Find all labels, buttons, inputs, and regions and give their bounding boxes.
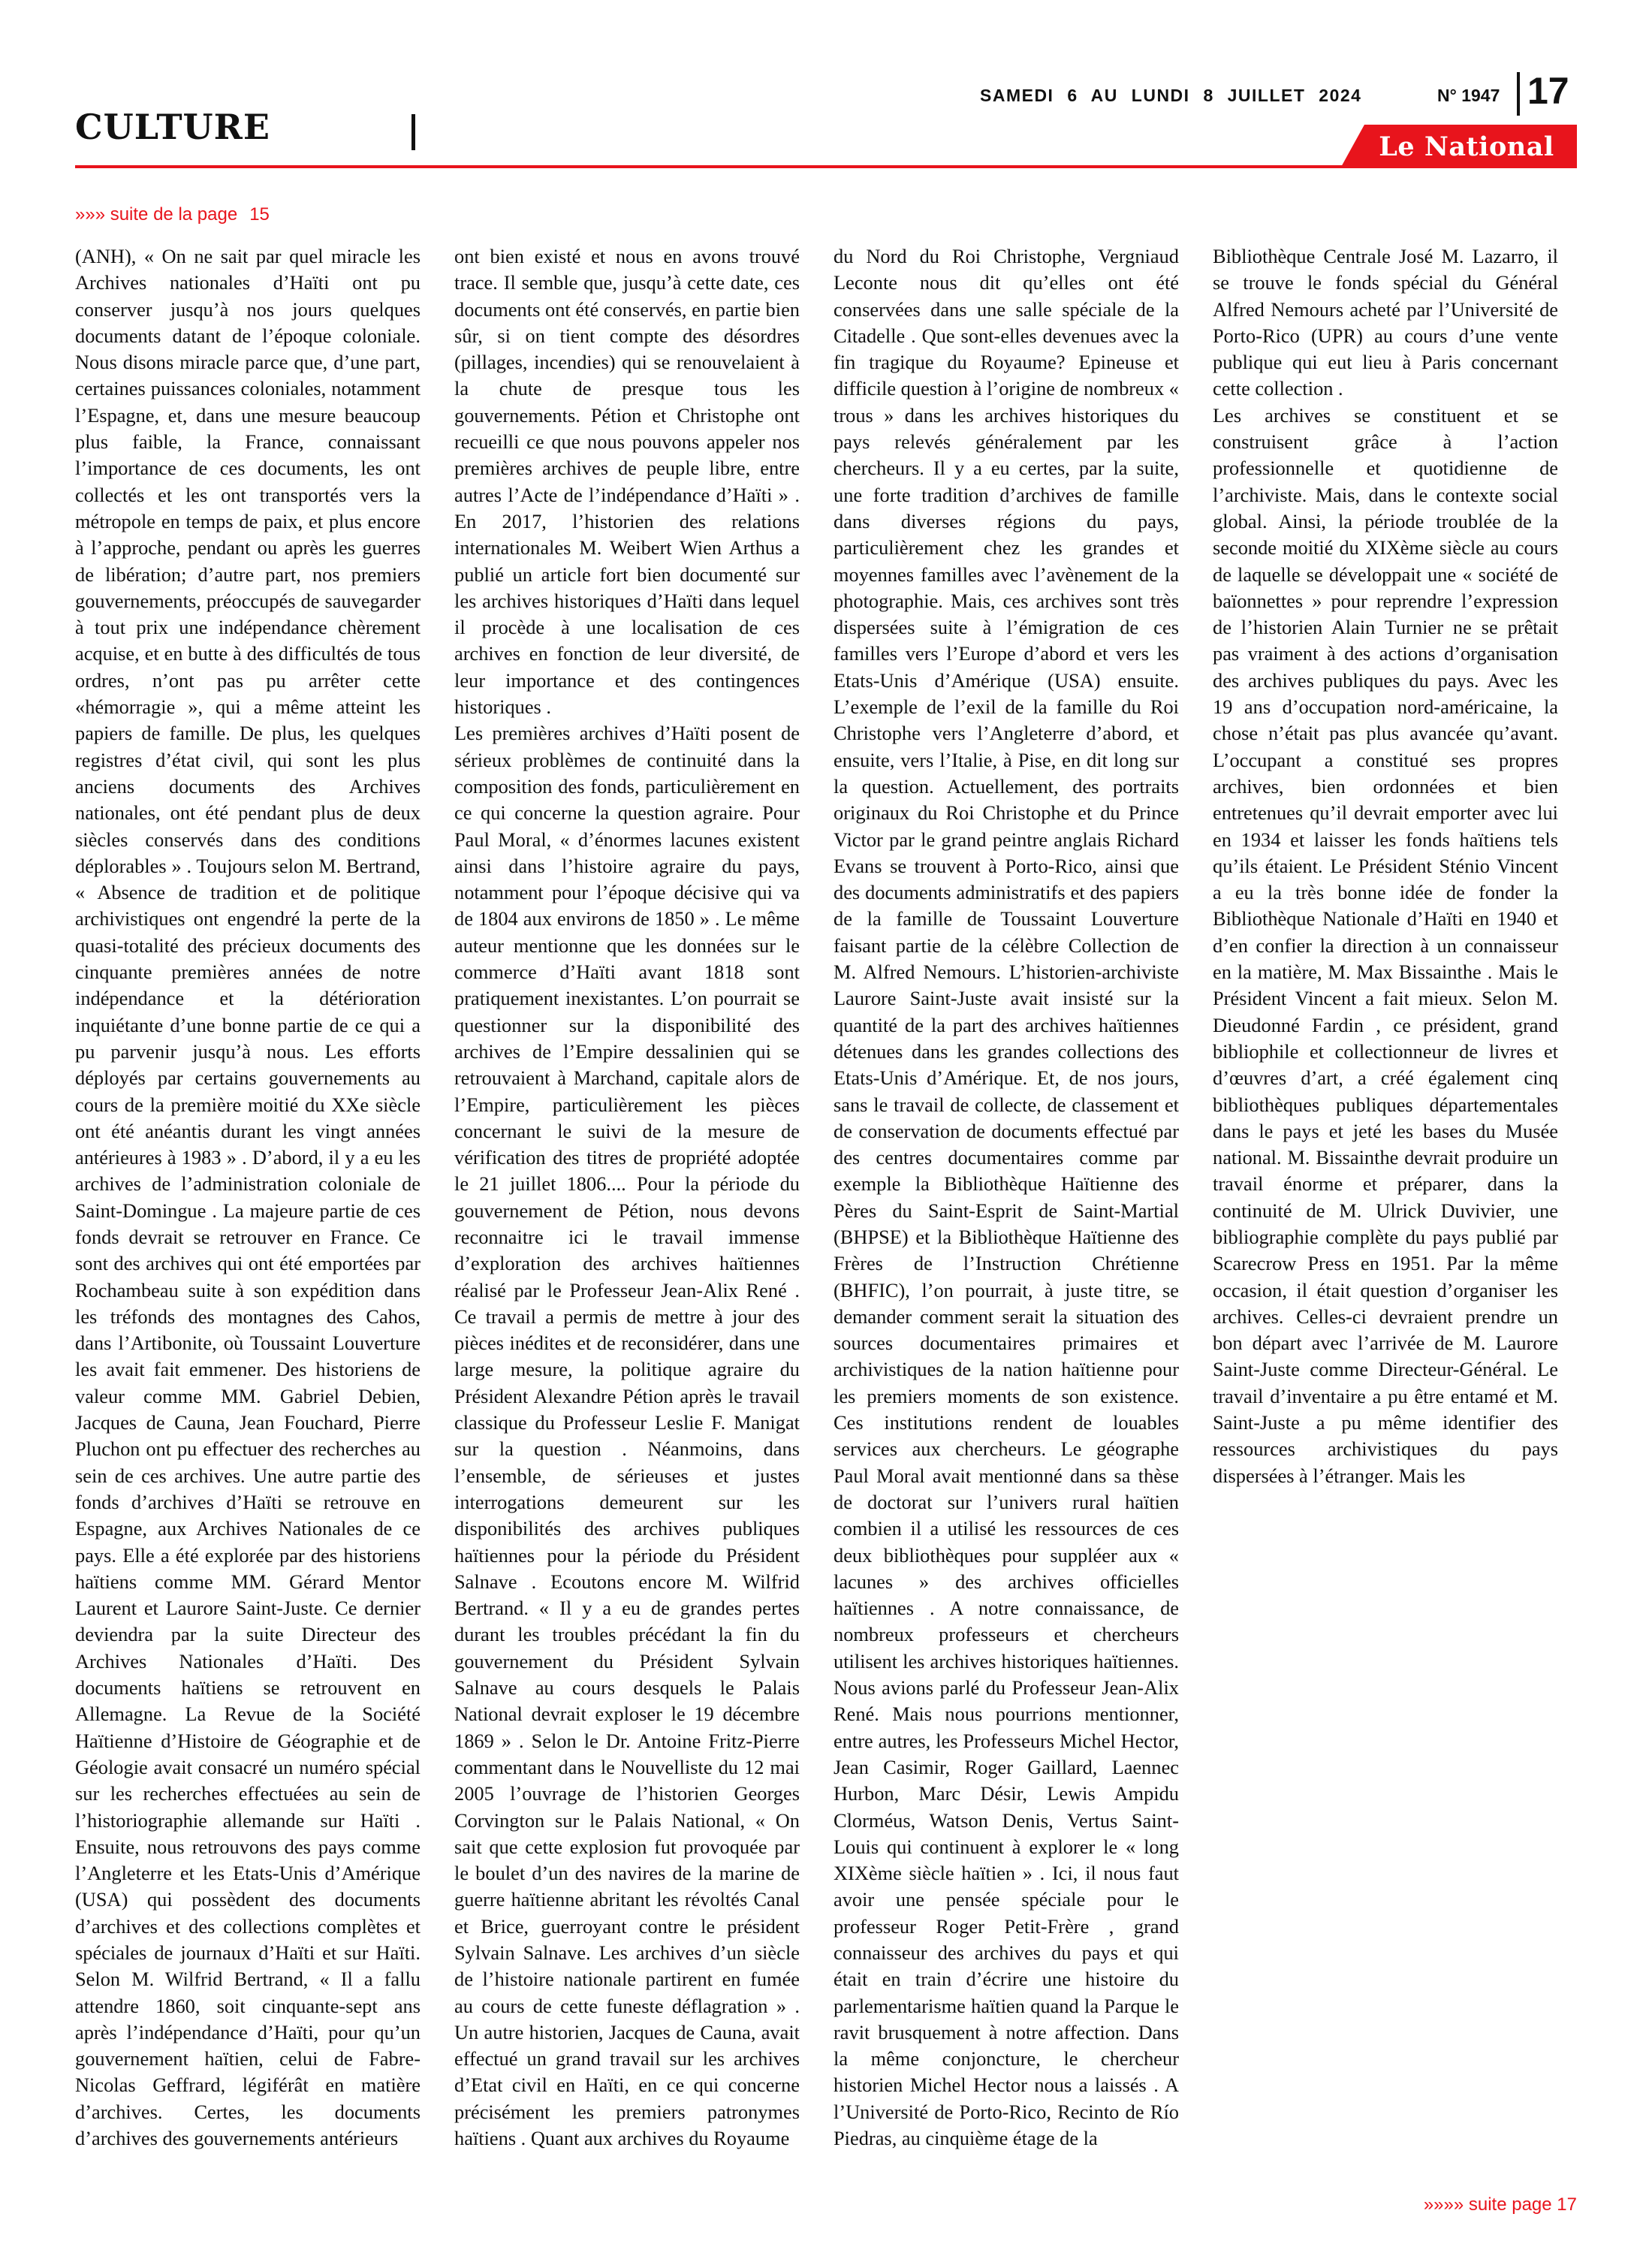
article-column-1 (75, 243, 421, 2152)
article-paragraph-continued: Bibliothèque Centrale José M. Lazarro, il se trouve le fonds spécial du Général Alfred Nemours acheté par l’Université de Porto-Rico (UPR) au cours d’une vente publique qui eut lieu à Paris concernant cette collection . (1213, 245, 1558, 400)
article-column-2 (454, 243, 800, 2152)
header-divider (1517, 72, 1520, 116)
article-column-3 (834, 243, 1179, 2152)
section-title: CULTURE (75, 107, 270, 147)
issue-number: N° 1947 (1437, 86, 1500, 105)
page-number: 17 (1527, 70, 1569, 112)
article-paragraph: Les premières archives d’Haïti posent de sérieux problèmes de continuité dans la composition des fonds, particulièrement en ce qui concerne la question agraire. Pour Paul Moral, « d’énormes lacunes existent ainsi dans l’histoire agraire du pays, notamment pour l’époque décisive qui va de 1804 aux environs de 1850 » . Le même auteur mentionne que les données sur le commerce d’Haïti avant 1818 sont pratiquement inexistantes. L’on pourrait se questionner sur la disponibilité des archives de l’Empire dessalinien qui se retrouvaient à Marchand, capitale alors de l’Empire, particulièrement les pièces concernant le suivi de la mesure de vérification des titres de propriété adoptée le 21 juillet 1806.... Pour la période du gouvernement de Pétion, nous devons reconnaitre ici le travail immense d’exploration des archives haïtiennes réalisé par le Professeur Jean-Alix René . Ce travail a permis de mettre à jour des pièces inédites et de reconsidérer, dans une large mesure, la politique agraire du Président Alexandre Pétion après le travail classique du Professeur Leslie F. Manigat sur la question . Néanmoins, dans l’ensemble, de sérieuses et justes interrogations demeurent sur les disponibilités des archives publiques haïtiennes pour la période du Président Salnave . Ecoutons encore M. Wilfrid Bertrand. « Il y a eu de grandes pertes durant les troubles précédant la fin du gouvernement du Président Sylvain Salnave au cours desquels le Palais National devrait exploser le 19 décembre 1869 » . Selon le Dr. Antoine Fritz-Pierre commentant dans le Nouvelliste du 12 mai 2005 l’ouvrage de l’historien Georges Corvington sur le Palais National, « On sait que cette explosion fut provoquée par le boulet d’un des navires de la marine de guerre haïtienne abritant les révoltés Canal et Brice, guerroyant contre le président Sylvain Salnave. Les archives d’un siècle de l’histoire nationale partirent en fumée au cours de cette funeste déflagration » . Un autre historien, Jacques de Cauna, avait effectué un grand travail sur les archives d’Etat civil en Haïti, en ce qui concerne précisément les premiers patronymes haïtiens . Quant aux archives du Royaume (454, 722, 800, 2150)
article-paragraph: (ANH), « On ne sait par quel miracle les Archives nationales d’Haïti ont pu conserver jusqu’à nos jours quelques documents datant de l’époque coloniale. Nous disons miracle parce que, d’une part, certaines puissances coloniales, notamment l’Espagne, et, dans une mesure beaucoup plus faible, la France, connaissant l’importance de ces documents, les ont collectés et les ont transportés vers la métropole en temps de paix, et plus encore à l’approche, pendant ou après les guerres de libération; d’autre part, nos premiers gouvernements, préoccupés de sauvegarder à tout prix une indépendance chèrement acquise, et en butte à des difficultés de tous ordres, n’ont pas pu arrêter cette «hémorragie », qui a même atteint les papiers de famille. De plus, les quelques registres d’état civil, qui sont les plus anciens documents des Archives nationales, ont été pendant plus de deux siècles conservés dans des conditions déplorables » . Toujours selon M. Bertrand, « Absence de tradition et de politique archivistiques ont engendré la perte de la quasi-totalité des précieux documents des cinquante premières années de notre indépendance et la détérioration inquiétante d’une bonne partie de ce qui a pu parvenir jusqu’à nous. Les efforts déployés par certains gouvernements au cours de la première moitié du XXe siècle ont été anéantis durant les vingt années antérieures à 1983 » . D’abord, il y a eu les archives de l’administration coloniale de Saint-Domingue . La majeure partie de ces fonds devrait se retrouver en France. Ce sont des archives qui ont été emportées par Rochambeau suite à son expédition dans les tréfonds des montagnes des Cahos, dans l’Artibonite, où Toussaint Louverture les avait fait emmener. Des historiens de valeur comme MM. Gabriel Debien, Jacques de Cauna, Jean Fouchard, Pierre Pluchon ont pu effectuer des recherches au sein de ces archives. Une autre partie des fonds d’archives d’Haïti se retrouve en Espagne, aux Archives Nationales de ce pays. Elle a été explorée par des historiens haïtiens comme MM. Gérard Mentor Laurent et Laurore Saint-Juste. Ce dernier deviendra par la suite Directeur des Archives Nationales d’Haïti. Des documents haïtiens se retrouvent en Allemagne. La Revue de la Société Haïtienne d’Histoire de Géographie et de Géologie avait consacré un numéro spécial sur les recherches effectuées au sein de l’historiographie allemande sur Haïti . Ensuite, nous retrouvons des pays comme l’Angleterre et les Etats-Unis d’Amérique (USA) qui possèdent des documents d’archives et des collections complètes et spéciales de journaux d’Haïti et sur Haïti. Selon M. Wilfrid Bertrand, « Il a fallu attendre 1860, soit cinquante-sept ans après l’indépendance d’Haïti, pour qu’un gouvernement haïtien, celui de Fabre-Nicolas Geffrard, légiférât en matière d’archives. Certes, les documents d’archives des gouvernements antérieurs (75, 245, 421, 2150)
article-paragraph-continued: du Nord du Roi Christophe, Vergniaud Leconte nous dit qu’elles ont été conservées dans une salle spéciale de la Citadelle . Que sont-elles devenues avec la fin tragique du Royaume? Epineuse et difficile question à l’origine de nombreux « trous » dans les archives historiques du pays relevés généralement par les chercheurs. Il y a eu certes, par la suite, une forte tradition d’archives de famille dans diverses régions du pays, particulièrement chez les grandes et moyennes familles avec l’avènement de la photographie. Mais, ces archives sont très dispersées suite à l’émigration de ces familles vers l’Europe d’abord et vers les Etats-Unis d’Amérique (USA) ensuite. L’exemple de l’exil de la famille du Roi Christophe vers l’Angleterre d’abord, et ensuite, vers l’Italie, à Pise, en dit long sur la question. Actuellement, des portraits originaux du Roi Christophe et du Prince Victor par le grand peintre anglais Richard Evans se trouvent à Porto-Rico, ainsi que des documents administratifs et des papiers de la famille de Toussaint Louverture faisant partie de la célèbre Collection de M. Alfred Nemours. L’historien-archiviste Laurore Saint-Juste avait insisté sur la quantité de la part des archives haïtiennes détenues dans les grandes collections des Etats-Unis d’Amérique. Et, de nos jours, sans le travail de collecte, de classement et de conservation de documents effectué par des centres documentaires comme par exemple la Bibliothèque Haïtienne des Pères du Saint-Esprit de Saint-Martial (BHPSE) et la Bibliothèque Haïtienne des Frères de l’Instruction Chrétienne (BHFIC), l’on pourrait, à juste titre, se demander comment serait la situation des sources documentaires primaires et archivistiques de la nation haïtienne pour les premiers moments de son existence. Ces institutions rendent de louables services aux chercheurs. Le géographe Paul Moral avait mentionné dans sa thèse de doctorat sur l’univers rural haïtien combien il a utilisé les ressources de ces deux bibliothèques pour suppléer aux « lacunes » des archives officielles haïtiennes . A notre connaissance, de nombreux professeurs et chercheurs utilisent les archives historiques haïtiennes. Nous avions parlé du Professeur Jean-Alix René. Mais nous pourrions mentionner, entre autres, les Professeurs Michel Hector, Jean Casimir, Roger Gaillard, Laennec Hurbon, Marc Désir, Lewis Ampidu Clorméus, Watson Denis, Vertus Saint- Louis qui continuent à explorer le « long XIXème siècle haïtien » . Ici, il nous faut avoir une pensée spéciale pour le professeur Roger Petit-Frère , grand connaisseur des archives du pays et qui était en train d’écrire une histoire du parlementarisme haïtien quand la Parque le ravit brusquement à notre affection. Dans la même conjoncture, le chercheur historien Michel Hector nous a laissés . A l’Université de Porto-Rico, Recinto de Río Piedras, au cinquième étage de la (834, 245, 1179, 2150)
article-column-4 (1213, 243, 1558, 1489)
continued-from-prefix: »»» suite de la page (75, 204, 238, 225)
issue-date: SAMEDI 6 AU LUNDI 8 JUILLET 2024 (980, 86, 1362, 105)
continued-on-label: »»»» suite page 17 (1423, 2194, 1577, 2215)
article-paragraph: Les archives se constituent et se construisent grâce à l’action professionnelle et quotidienne de l’archiviste. Mais, dans le contexte social global. Ainsi, la période troublée de la seconde moitié du XIXème siècle au cours de laquelle se développait une « société de baïonnettes » pour reprendre l’expression de l’historien Alain Turnier ne se prêtait pas vraiment à des actions d’organisation des archives publiques du pays. Avec les 19 ans d’occupation nord-américaine, la chose n’était pas plus avancée qu’avant. L’occupant a constitué ses propres archives, bien ordonnées et bien entretenues qu’il devrait emporter avec lui en 1934 et laisser les fonds haïtiens tels qu’ils étaient. Le Président Sténio Vincent a eu la très bonne idée de fonder la Bibliothèque Nationale d’Haïti en 1940 et d’en confier la direction à un connaisseur en la matière, M. Max Bissainthe . Mais le Président Vincent a fait mieux. Selon M. Dieudonné Fardin , ce président, grand bibliophile et collectionneur de livres et d’œuvres d’art, a créé également cinq bibliothèques publiques départementales dans le pays et jeté les bases du Musée national. M. Bissainthe devrait produire un travail énorme et préparer, dans la continuité de M. Ulrick Duvivier, une bibliographie complète du pays publié par Scarecrow Press en 1951. Par la même occasion, il était question d’organiser les archives. Celles-ci devraient prendre un bon départ avec l’arrivée de M. Laurore Saint-Juste comme Directeur-Général. Le travail d’inventaire a pu être entamé et M. Saint-Juste a pu même identifier des ressources archivistiques du pays dispersées à l’étranger. Mais les (1213, 403, 1558, 1487)
section-divider (411, 114, 415, 150)
continued-from-label (75, 204, 270, 225)
continued-from-page: 15 (249, 204, 270, 225)
masthead-logo: Le National (1379, 131, 1554, 162)
article-paragraph-continued: ont bien existé et nous en avons trouvé trace. Il semble que, jusqu’à cette date, ces documents ont été conservés, en partie bien sûr, si on tient compte des désordres (pillages, incendies) qui se renouvelaient à la chute de presque tous les gouvernements. Pétion et Christophe ont recueilli ce que nous pouvons appeler nos premières archives de peuple libre, entre autres l’Acte de l’indépendance d’Haïti » . En 2017, l’historien des relations internationales M. Weibert Wien Arthus a publié un article fort bien documenté sur les archives historiques d’Haïti dans lequel il procède à une localisation de ces archives en fonction de leur diversité, de leur importance et des contingences historiques . (454, 245, 800, 719)
